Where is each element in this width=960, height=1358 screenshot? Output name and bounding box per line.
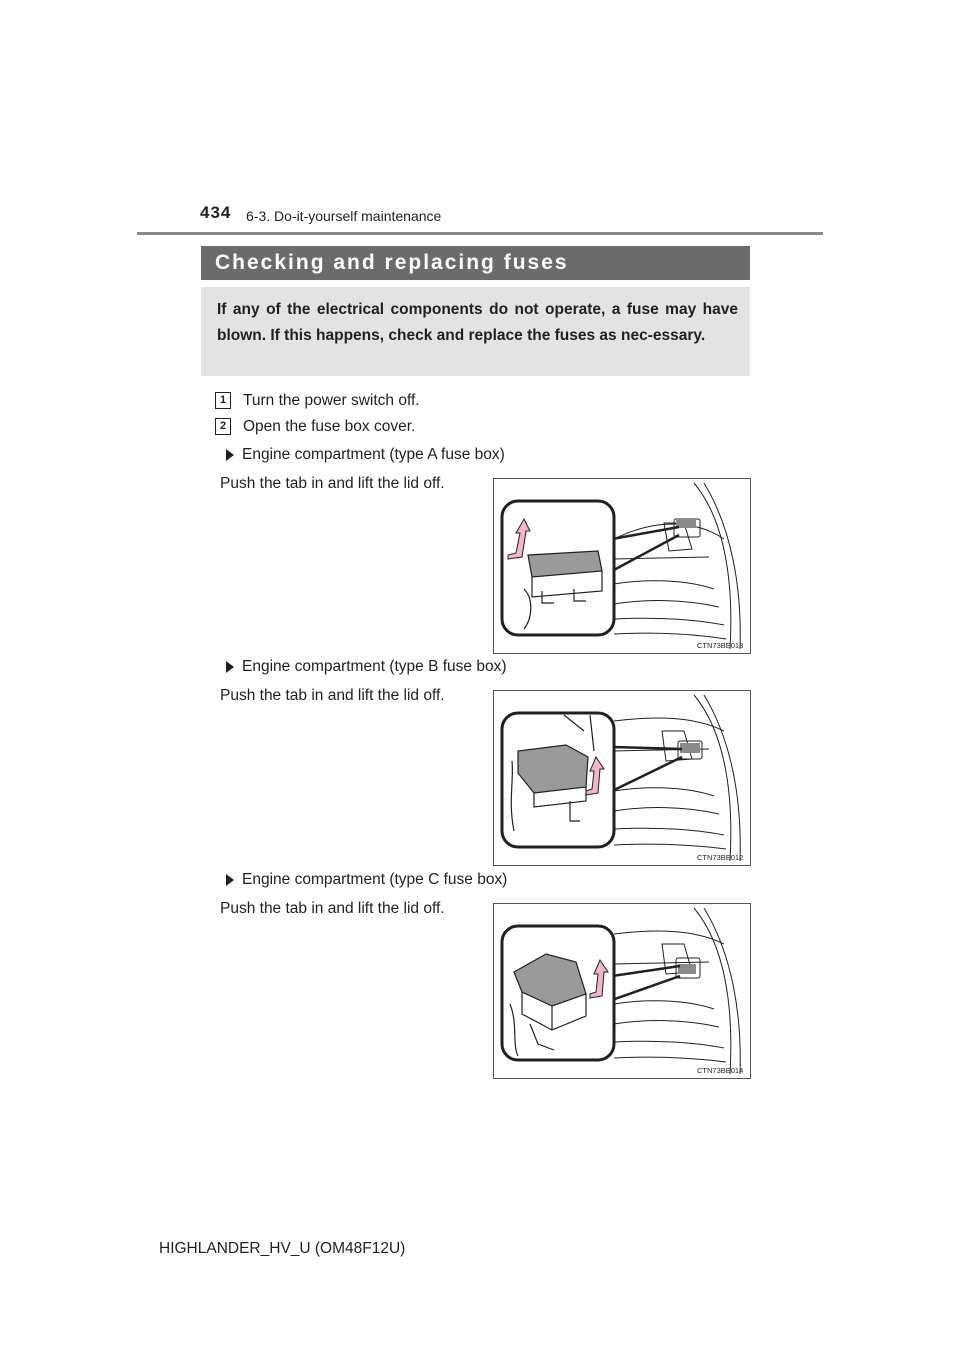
step-1-badge: 1: [215, 392, 231, 409]
figure-type-a: [493, 478, 751, 654]
figure-type-b: [493, 690, 751, 866]
bullet-triangle-icon: [226, 874, 234, 886]
figure-type-c: [493, 903, 751, 1079]
variant-a-instruction: Push the tab in and lift the lid off.: [220, 475, 445, 492]
section-title: 6-3. Do-it-yourself maintenance: [246, 208, 442, 224]
figure-c-code: CTN73BE014: [697, 1066, 744, 1075]
intro-box: If any of the electrical components do not operate, a fuse may have blown. If this happens, check and replace the fuses as nec-essary.: [201, 287, 750, 376]
variant-c-heading: [226, 871, 507, 889]
variant-a-heading: [226, 446, 505, 464]
footer-model: HIGHLANDER_HV_U (OM48F12U): [159, 1240, 406, 1257]
variant-c-heading-text: Engine compartment (type C fuse box): [242, 871, 508, 888]
figure-b-code: CTN73BE012: [697, 853, 744, 862]
header-divider: [137, 232, 823, 235]
figure-a-code: CTN73BE013: [697, 641, 744, 650]
fuse-box-b-illustration: [494, 691, 750, 865]
variant-c-instruction: Push the tab in and lift the lid off.: [220, 900, 445, 917]
page-title: Checking and replacing fuses: [201, 246, 750, 280]
variant-b-instruction: Push the tab in and lift the lid off.: [220, 687, 445, 704]
step-2-badge: 2: [215, 418, 231, 435]
variant-b-heading: [226, 658, 507, 676]
step-1-text: Turn the power switch off.: [243, 392, 420, 409]
page-number: 434: [200, 203, 232, 222]
variant-a-heading-text: Engine compartment (type A fuse box): [242, 446, 505, 463]
fuse-box-c-illustration: [494, 904, 750, 1078]
step-2-text: Open the fuse box cover.: [243, 418, 416, 435]
bullet-triangle-icon: [226, 661, 234, 673]
variant-b-heading-text: Engine compartment (type B fuse box): [242, 658, 507, 675]
fuse-box-a-illustration: [494, 479, 750, 653]
bullet-triangle-icon: [226, 449, 234, 461]
